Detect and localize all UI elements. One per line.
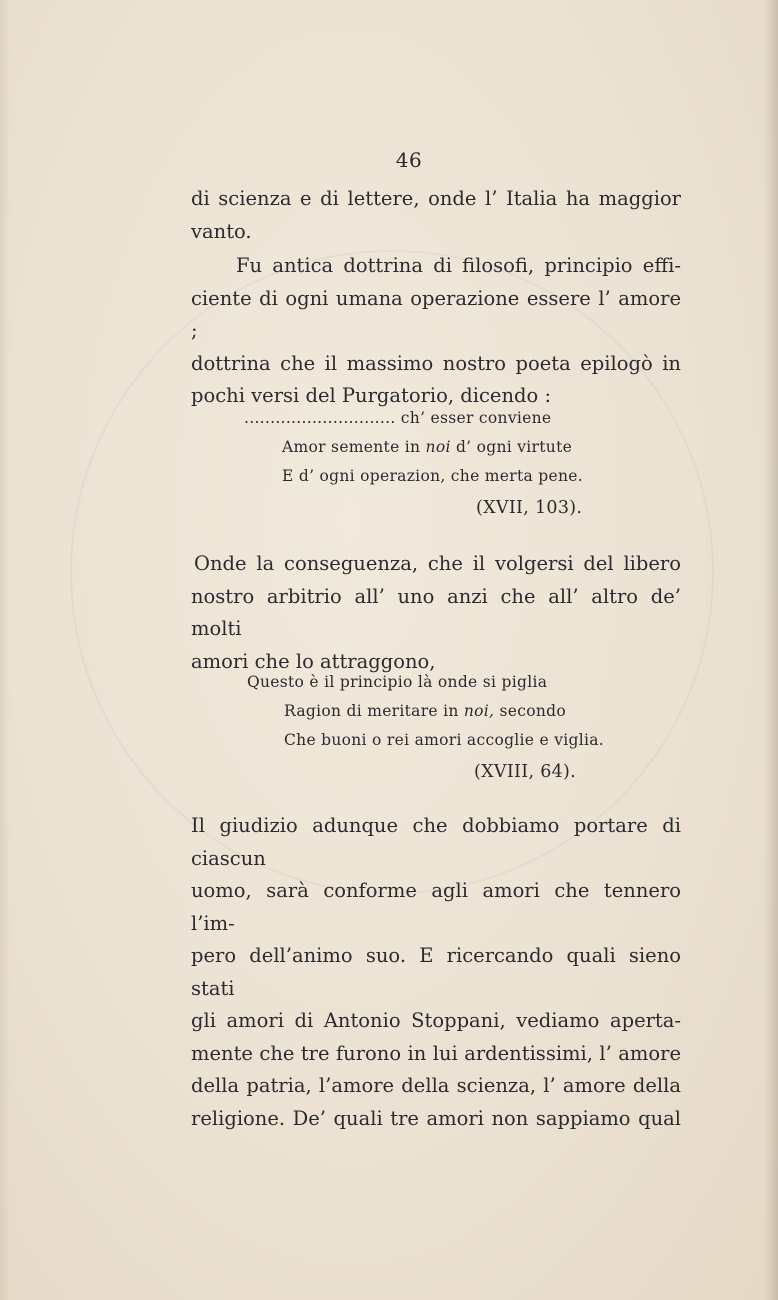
text-line: di scienza e di lettere, onde l’ Italia ha maggior (191, 187, 681, 210)
text-line: nostro arbitrio all’ uno anzi che all’ altro de’ molti (191, 584, 681, 640)
page-left-edge-shadow (0, 0, 10, 1300)
verse-quote-purgatorio-xviii (247, 668, 604, 787)
text-line: Il giudizio adunque che dobbiamo portare di ciascun (191, 814, 681, 870)
text-line: Onde la conseguenza, che il volgersi del libero (194, 552, 681, 575)
verse-line (244, 433, 583, 462)
verse-quote-purgatorio-xvii (244, 404, 583, 523)
text-line: Fu antica dottrina di filosofi, principio effi- (236, 254, 681, 277)
text-line: amori che lo attraggono, (191, 649, 436, 673)
verse-line: Questo è il principio là onde si piglia (247, 673, 548, 691)
text-line: gli amori di Antonio Stoppani, vediamo aperta- (191, 1009, 681, 1032)
verse-text: Ragion di meritare in (284, 702, 464, 720)
text-line: della patria, l’amore della scienza, l’ amore della (191, 1074, 681, 1097)
verse-citation: (XVII, 103). (476, 498, 583, 518)
verse-emphasis: noi (425, 438, 451, 456)
text-line: dottrina che il massimo nostro poeta epilogò in (191, 351, 681, 375)
verse-line (247, 697, 604, 726)
page-number: 46 (395, 148, 423, 172)
verse-text: d’ ogni virtute (450, 438, 573, 456)
paragraph-free-will (191, 548, 681, 678)
verse-text: secondo (494, 702, 567, 720)
paragraph-love-doctrine (191, 250, 681, 413)
verse-line: ............................. ch’ esser conviene (244, 409, 552, 427)
verse-emphasis: noi, (463, 702, 495, 720)
paragraph-continuation (191, 183, 681, 248)
text-line: uomo, sarà conforme agli amori che tennero l’im- (191, 879, 681, 935)
page-right-edge-shadow (764, 0, 778, 1300)
verse-line: E d’ ogni operazion, che merta pene. (282, 467, 583, 485)
text-line: religione. De’ quali tre amori non sappiamo qual (191, 1106, 681, 1130)
verse-citation: (XVIII, 64). (474, 762, 577, 782)
verse-line: Che buoni o rei amori accoglie e viglia. (284, 731, 605, 749)
text-line: mente che tre furono in lui ardentissimi, l’ amore (191, 1041, 681, 1065)
text-line: ciente di ogni umana operazione essere l’ amore ; (191, 286, 681, 342)
text-line: pochi versi del Purgatorio, dicendo : (191, 384, 552, 407)
text-line: pero dell’animo suo. E ricercando quali sieno stati (191, 944, 681, 1000)
text-line: vanto. (191, 219, 252, 243)
paragraph-stoppani-loves (191, 810, 681, 1135)
verse-text: Amor semente in (282, 438, 426, 456)
